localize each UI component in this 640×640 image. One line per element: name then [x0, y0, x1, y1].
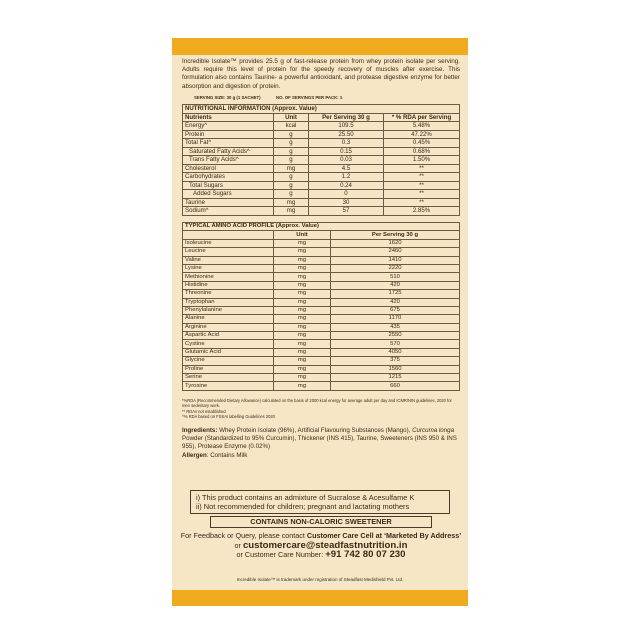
amino-acid-name: Lysine	[183, 264, 274, 272]
nutrition-row	[183, 198, 460, 207]
nutrient-name: Energy^	[183, 122, 274, 131]
allergen-label: Allergen	[182, 452, 207, 459]
amino-acid-unit: mg	[274, 306, 331, 314]
nutrient-name: Trans Fatty Acids^	[183, 156, 274, 165]
amino-acid-unit: mg	[274, 323, 331, 331]
nutrient-rda: 47.22%	[384, 130, 460, 139]
amino-acid-name: Tyrosine	[183, 382, 274, 390]
nutrient-name: Taurine	[183, 198, 274, 207]
nutrient-unit: g	[274, 139, 309, 148]
amino-acid-per-serving: 510	[331, 273, 460, 281]
amino-header-row	[183, 231, 460, 239]
amino-acid-per-serving: 1410	[331, 256, 460, 264]
warning-box	[190, 490, 450, 514]
nutrient-per-serving: 1.2	[309, 173, 384, 182]
amino-acid-per-serving: 570	[331, 340, 460, 348]
amino-acid-name: Leucine	[183, 248, 274, 256]
amino-acid-name: Arginine	[183, 323, 274, 331]
ingredients-label: Ingredients:	[182, 427, 218, 434]
amino-row	[183, 264, 460, 272]
trademark-note: Incredible Isolate™ is trademark under registration of Steadfast Medishield Pvt. Ltd.	[236, 577, 404, 582]
nutrient-rda: **	[384, 198, 460, 207]
amino-row	[183, 382, 460, 390]
amino-acid-name: Isoleucine	[183, 239, 274, 247]
feedback-bold-address: Customer Care Cell at ‘Marketed By Address’	[306, 531, 462, 540]
amino-acid-name: Histidine	[183, 281, 274, 289]
nutrient-unit: mg	[274, 207, 309, 216]
nutrient-per-serving: 0.3	[309, 139, 384, 148]
servings-per-pack: NO. OF SERVINGS PER PACK: 1	[276, 95, 343, 100]
nutrition-row	[183, 122, 460, 131]
nutrition-row	[183, 164, 460, 173]
amino-acid-name: Cystine	[183, 340, 274, 348]
nutrient-per-serving: 109.5	[309, 122, 384, 131]
amino-row	[183, 298, 460, 306]
amino-acid-name: Valine	[183, 256, 274, 264]
nutrient-rda: **	[384, 164, 460, 173]
amino-acid-unit: mg	[274, 273, 331, 281]
amino-row	[183, 306, 460, 314]
amino-acid-unit: mg	[274, 382, 331, 390]
customer-care-phone[interactable]: +91 742 80 07 230	[325, 549, 406, 561]
label-panel	[172, 38, 468, 606]
amino-acid-per-serving: 435	[331, 323, 460, 331]
nutrient-unit: g	[274, 181, 309, 190]
amino-acid-per-serving: 375	[331, 357, 460, 365]
amino-acid-per-serving: 4050	[331, 348, 460, 356]
nutrient-per-serving: 57	[309, 207, 384, 216]
feedback-text-2: or	[234, 540, 243, 550]
amino-header-blank	[183, 231, 274, 239]
nutrient-rda: 2.85%	[384, 207, 460, 216]
amino-title: TYPICAL AMINO ACID PROFILE (Approx. Value)	[183, 223, 460, 231]
ingredients-text-1: Whey Protein Isolate (96%), Artificial Flavouring Substances (Mango),	[217, 427, 413, 434]
nutrient-per-serving: 0.15	[309, 147, 384, 156]
nutrition-row	[183, 130, 460, 139]
amino-row	[183, 340, 460, 348]
nutrition-row	[183, 173, 460, 182]
amino-title-row	[183, 223, 460, 231]
amino-acid-unit: mg	[274, 340, 331, 348]
nutrition-header-per-serving: Per Serving 30 g	[309, 113, 384, 122]
nutrient-rda: **	[384, 173, 460, 182]
nutrient-rda: **	[384, 181, 460, 190]
nutrition-row	[183, 139, 460, 148]
top-orange-band	[172, 38, 468, 55]
amino-acid-name: Phenylalanine	[183, 306, 274, 314]
amino-acid-per-serving: 420	[331, 298, 460, 306]
fssai-note: ^% RDA based on FSSAI labelling Guidelines 2020	[182, 414, 275, 420]
amino-row	[183, 315, 460, 323]
feedback-contact	[180, 531, 462, 560]
nutrition-row	[183, 156, 460, 165]
amino-row	[183, 281, 460, 289]
amino-acid-name: Threonine	[183, 290, 274, 298]
amino-acid-per-serving: 2220	[331, 264, 460, 272]
allergen-text: : Contains Milk	[206, 452, 248, 459]
nutrient-rda: 0.68%	[384, 147, 460, 156]
amino-row	[183, 348, 460, 356]
nutrient-unit: mg	[274, 164, 309, 173]
amino-acid-unit: mg	[274, 365, 331, 373]
amino-row	[183, 323, 460, 331]
amino-row	[183, 357, 460, 365]
warning-line-1: i) This product contains an admixture of Sucralose & Acesulfame K	[196, 493, 415, 502]
amino-acid-name: Glutamic Acid	[183, 348, 274, 356]
amino-acid-unit: mg	[274, 298, 331, 306]
nutrition-header-row	[183, 113, 460, 122]
ingredients-italic: Curcuma longa	[412, 427, 455, 434]
amino-row	[183, 374, 460, 382]
amino-acid-unit: mg	[274, 256, 331, 264]
allergen	[182, 452, 247, 459]
ingredients-text-2: Powder (Standardized to 95% Curcumin), Thickener (INS 415), Taurine, Sweeteners (INS 950 & INS 955), Protease Enzyme (0.02%)	[182, 435, 457, 451]
amino-acid-name: Aspartic Acid	[183, 332, 274, 340]
nutrient-per-serving: 25.50	[309, 130, 384, 139]
amino-row	[183, 332, 460, 340]
nutrient-rda: 0.45%	[384, 139, 460, 148]
amino-acid-per-serving: 420	[331, 281, 460, 289]
amino-acid-per-serving: 1620	[331, 239, 460, 247]
nutrition-title: NUTRITIONAL INFORMATION (Approx. Value)	[183, 105, 460, 114]
nutrition-row	[183, 147, 460, 156]
feedback-text-3: or Customer Care Number:	[236, 550, 326, 560]
nutrition-header-nutrients: Nutrients	[183, 113, 274, 122]
bottom-orange-band	[172, 590, 468, 606]
nutrient-rda: 5.48%	[384, 122, 460, 131]
feedback-text-1: For Feedback or Query, please contact	[180, 531, 307, 540]
serving-size: SERVING SIZE: 30 g (1 SACHET)	[194, 95, 261, 100]
sweetener-notice: CONTAINS NON-CALORIC SWEETENER	[210, 516, 432, 528]
nutrition-rows	[183, 122, 460, 216]
amino-acid-unit: mg	[274, 290, 331, 298]
amino-acid-per-serving: 1560	[331, 365, 460, 373]
amino-acid-unit: mg	[274, 248, 331, 256]
nutrition-header-rda: * % RDA per Serving	[384, 113, 460, 122]
amino-acid-name: Methionine	[183, 273, 274, 281]
nutrition-row	[183, 190, 460, 199]
amino-header-per-serving: Per Serving 30 g	[331, 231, 460, 239]
feedback-email[interactable]: customercare@steadfastnutrition.in	[242, 539, 408, 551]
amino-acid-unit: mg	[274, 264, 331, 272]
nutrient-name: Saturated Fatty Acids^	[183, 147, 274, 156]
nutrient-per-serving: 30	[309, 198, 384, 207]
nutrient-name: Cholesterol	[183, 164, 274, 173]
amino-acid-per-serving: 1170	[331, 315, 460, 323]
amino-acid-unit: mg	[274, 332, 331, 340]
nutrition-row	[183, 207, 460, 216]
amino-acid-name: Proline	[183, 365, 274, 373]
nutrition-row	[183, 181, 460, 190]
nutrient-unit: g	[274, 190, 309, 199]
footnotes	[182, 398, 460, 420]
rda-footnote: *%RDA (Recommended Dietary Allowance) calculated on the basis of 2000 kcal energy for average adult per day and ICMR/NIN guidelines, 2020 for men sedentary work.	[182, 398, 452, 409]
amino-acid-per-serving: 2550	[331, 332, 460, 340]
amino-acid-table	[182, 222, 460, 391]
nutrient-rda: **	[384, 190, 460, 199]
amino-acid-per-serving: 1215	[331, 374, 460, 382]
amino-acid-unit: mg	[274, 281, 331, 289]
nutrient-unit: g	[274, 147, 309, 156]
amino-acid-per-serving: 660	[331, 382, 460, 390]
amino-acid-unit: mg	[274, 357, 331, 365]
nutrient-name: Carbohydrates	[183, 173, 274, 182]
amino-acid-name: Alanine	[183, 315, 274, 323]
amino-row	[183, 248, 460, 256]
nutrient-rda: 1.50%	[384, 156, 460, 165]
amino-acid-per-serving: 675	[331, 306, 460, 314]
amino-row	[183, 365, 460, 373]
nutrient-name: Total Fat^	[183, 139, 274, 148]
nutrient-name: Protein	[183, 130, 274, 139]
amino-acid-unit: mg	[274, 239, 331, 247]
amino-row	[183, 239, 460, 247]
warning-line-2: ii) Not recommended for children; pregnant and lactating mothers	[196, 502, 410, 511]
nutrition-table	[182, 104, 460, 216]
amino-acid-name: Tryptophan	[183, 298, 274, 306]
nutrient-per-serving: 0	[309, 190, 384, 199]
amino-row	[183, 256, 460, 264]
nutrient-unit: mg	[274, 198, 309, 207]
amino-row	[183, 273, 460, 281]
nutrient-unit: g	[274, 156, 309, 165]
rda-not-established-note: ** RDAs not established	[182, 408, 226, 414]
nutrient-unit: g	[274, 130, 309, 139]
nutrition-header-unit: Unit	[274, 113, 309, 122]
nutrient-name: Total Sugars	[183, 181, 274, 190]
nutrition-title-row	[183, 105, 460, 114]
amino-acid-unit: mg	[274, 374, 331, 382]
ingredients	[182, 427, 460, 452]
amino-acid-per-serving: 2460	[331, 248, 460, 256]
amino-acid-name: Glycine	[183, 357, 274, 365]
amino-rows	[183, 239, 460, 390]
nutrient-unit: kcal	[274, 122, 309, 131]
product-description: Incredible Isolate™ provides 25.5 g of fast-release protein from whey protein isolate per serving. Adults require this level of protein for the speedy recovery of muscles after exercise. This formulation also contains Taurine- a powerful antioxidant, and protease digestive enzyme for better absorption and digestion of protein.	[182, 58, 460, 90]
amino-acid-per-serving: 1725	[331, 290, 460, 298]
amino-acid-unit: mg	[274, 348, 331, 356]
nutrient-per-serving: 0.03	[309, 156, 384, 165]
nutrient-unit: g	[274, 173, 309, 182]
amino-acid-name: Serine	[183, 374, 274, 382]
nutrient-per-serving: 4.5	[309, 164, 384, 173]
amino-acid-unit: mg	[274, 315, 331, 323]
nutrient-name: Sodium^	[183, 207, 274, 216]
nutrient-per-serving: 0.24	[309, 181, 384, 190]
amino-row	[183, 290, 460, 298]
nutrient-name: Added Sugars	[183, 190, 274, 199]
amino-header-unit: Unit	[274, 231, 331, 239]
